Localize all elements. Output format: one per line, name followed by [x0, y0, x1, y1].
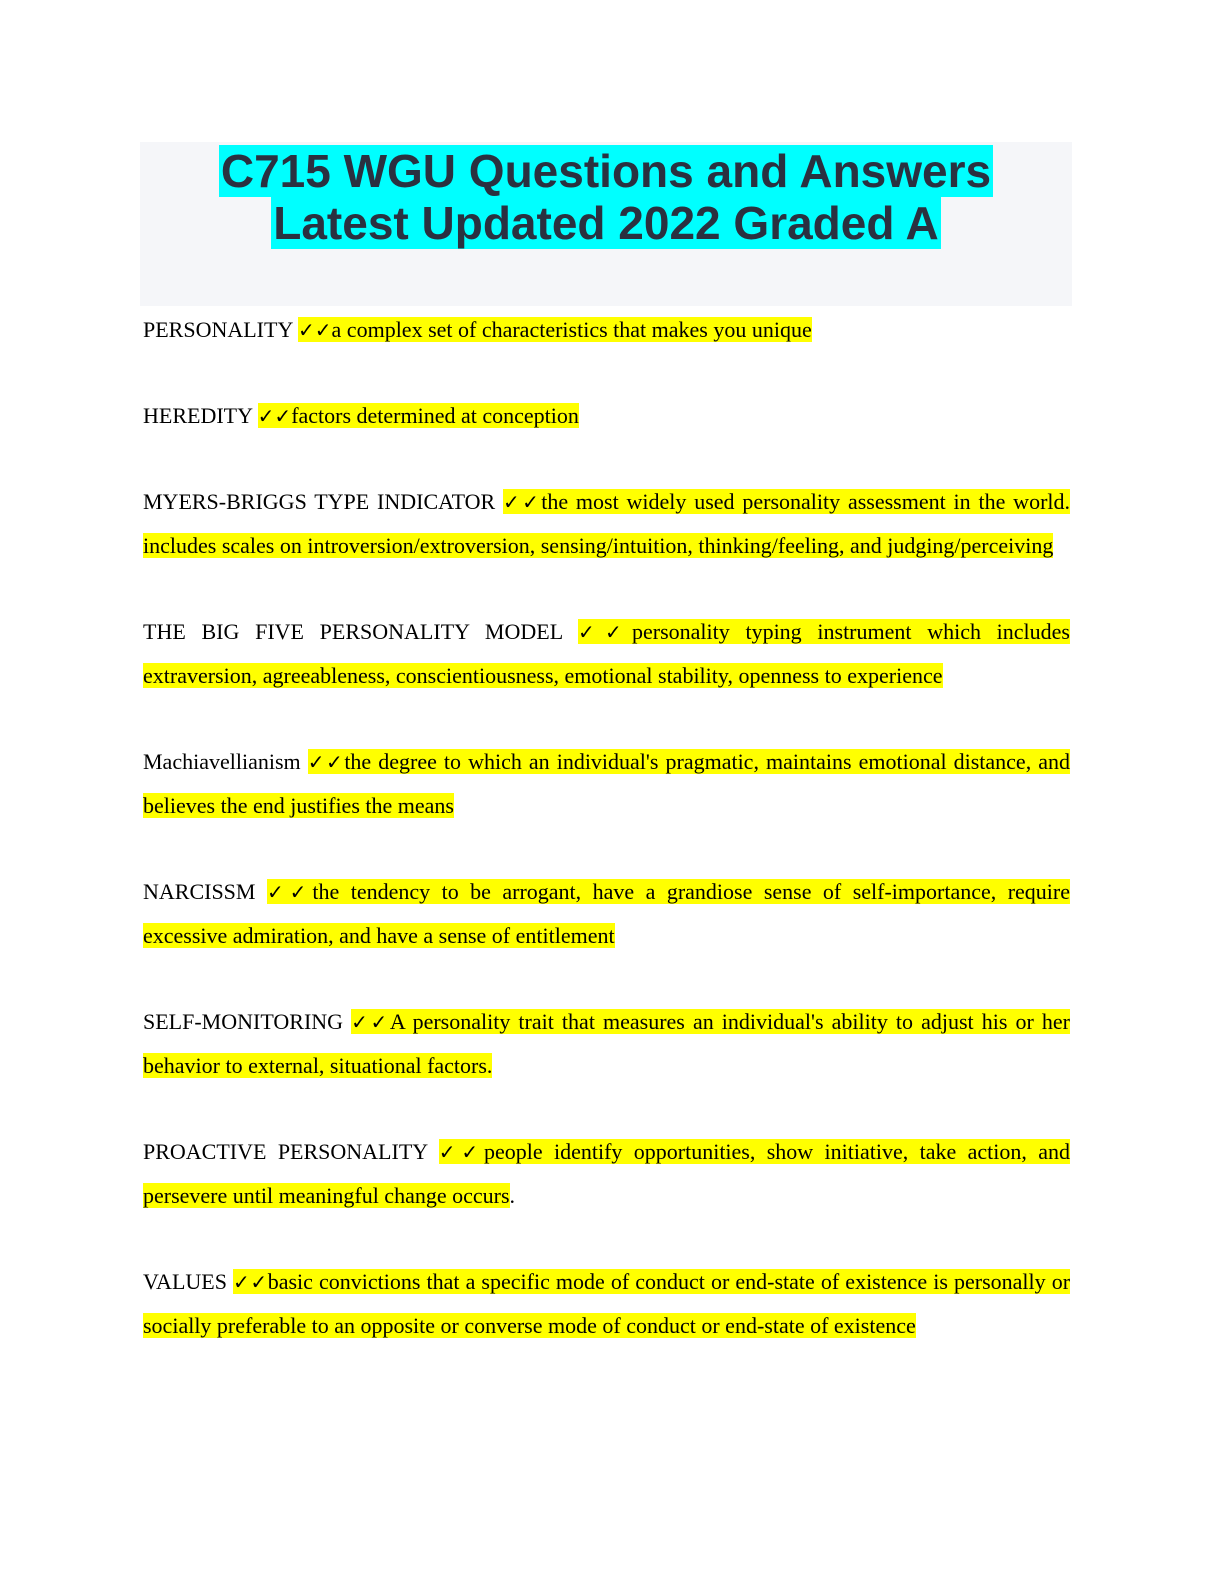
- entry-term: PERSONALITY: [143, 317, 293, 342]
- double-check-icon: ✓✓: [578, 620, 632, 644]
- document-title-line-2: Latest Updated 2022 Graded A: [273, 197, 939, 249]
- definition-trailing: .: [509, 1183, 516, 1208]
- double-check-icon: ✓✓: [307, 750, 345, 774]
- entry-term: Machiavellianism: [143, 749, 301, 774]
- entry-definition: [143, 1269, 1070, 1338]
- entry-term: MYERS-BRIGGS TYPE INDICATOR: [143, 489, 496, 514]
- qa-entry: [143, 870, 1070, 958]
- entry-term: SELF-MONITORING: [143, 1009, 344, 1034]
- qa-entry: [143, 480, 1070, 568]
- double-check-icon: ✓✓: [351, 1010, 390, 1034]
- qa-entry: [143, 1260, 1070, 1348]
- qa-list: [143, 308, 1070, 1390]
- entry-term: HEREDITY: [143, 403, 253, 428]
- document-title-line-1: C715 WGU Questions and Answers: [220, 145, 992, 197]
- title-box: [140, 142, 1072, 306]
- definition-text: personality typing instrument which includes extraversion, agreeableness, conscientiousness, emotional stability, openness to experience: [143, 619, 1070, 688]
- entry-term: NARCISSM: [143, 879, 256, 904]
- double-check-icon: ✓✓: [503, 490, 542, 514]
- definition-text: factors determined at conception: [291, 403, 579, 428]
- double-check-icon: ✓✓: [257, 404, 292, 428]
- entry-term: VALUES: [143, 1269, 227, 1294]
- qa-entry: [143, 308, 1070, 352]
- definition-text: a complex set of characteristics that makes you unique: [331, 317, 812, 342]
- entry-term: THE BIG FIVE PERSONALITY MODEL: [143, 619, 563, 644]
- double-check-icon: ✓✓: [233, 1270, 268, 1294]
- qa-entry: [143, 610, 1070, 698]
- definition-text: the most widely used personality assessment in the world. includes scales on introversion/extroversion, sensing/intuition, thinking/feeling, and judging/perceiving: [143, 489, 1071, 558]
- qa-entry: [143, 740, 1070, 828]
- entry-definition: [298, 317, 812, 342]
- double-check-icon: ✓✓: [438, 1140, 484, 1164]
- qa-entry: [143, 1130, 1070, 1218]
- qa-entry: [143, 1000, 1070, 1088]
- definition-text: the degree to which an individual's pragmatic, maintains emotional distance, and believes the end justifies the means: [143, 749, 1071, 818]
- definition-text: basic convictions that a specific mode of conduct or end-state of existence is personally or socially preferable to an opposite or converse mode of conduct or end-state of existence: [143, 1269, 1071, 1338]
- entry-definition: [143, 879, 1070, 948]
- definition-text: the tendency to be arrogant, have a grandiose sense of self-importance, require excessive admiration, and have a sense of entitlement: [143, 879, 1071, 948]
- double-check-icon: ✓✓: [298, 318, 332, 342]
- entry-term: PROACTIVE PERSONALITY: [143, 1139, 428, 1164]
- entry-definition: [258, 403, 579, 428]
- definition-text: people identify opportunities, show initiative, take action, and persevere until meaningful change occurs: [143, 1139, 1071, 1208]
- double-check-icon: ✓✓: [266, 880, 313, 904]
- definition-text: A personality trait that measures an individual's ability to adjust his or her behavior to external, situational factors.: [143, 1009, 1071, 1078]
- qa-entry: [143, 394, 1070, 438]
